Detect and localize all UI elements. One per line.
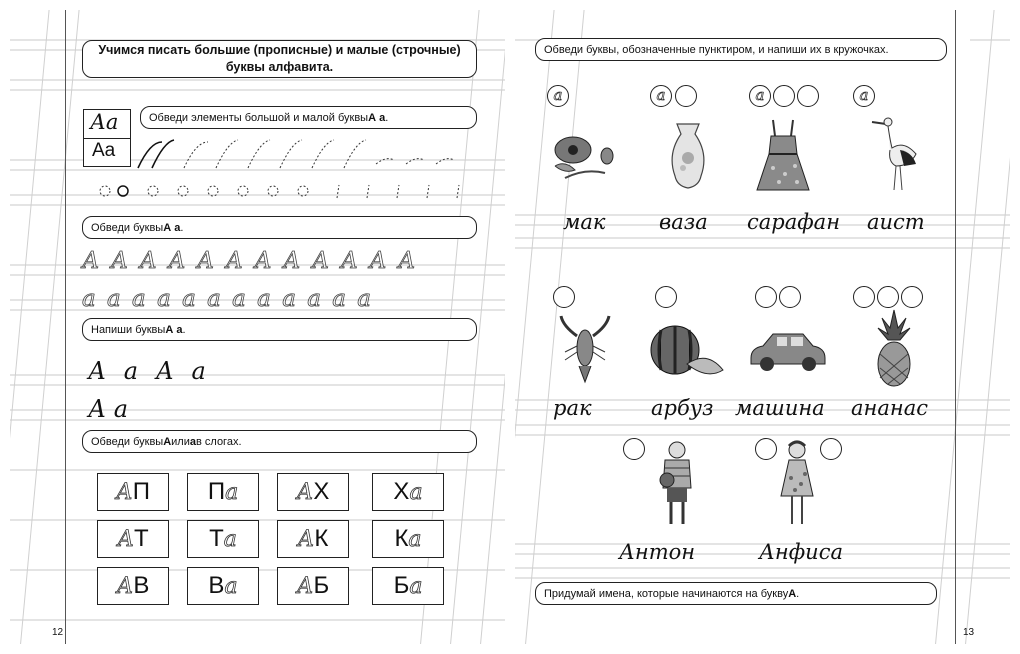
stork-icon <box>870 110 920 192</box>
syllable-card <box>372 520 444 558</box>
task1-letters: А а <box>368 111 386 124</box>
title-line2: буквы алфавита. <box>225 60 334 74</box>
vase-icon <box>663 120 713 192</box>
stroke-elements-lower <box>95 178 475 203</box>
syllable-print-letter: П <box>207 478 226 505</box>
task2-text: Обведи буквы <box>91 221 164 234</box>
answer-circle[interactable] <box>553 286 575 308</box>
word-arbuz: арбуз <box>651 396 714 420</box>
poppy-flower-icon <box>545 128 625 188</box>
syllable-card <box>372 567 444 605</box>
syllable-print-letter: К <box>314 525 329 552</box>
answer-circle[interactable] <box>755 438 777 460</box>
right-task2-letter: А <box>788 587 797 600</box>
syllable-dotted-letter: а <box>409 573 423 599</box>
written-row1: А а А а <box>88 357 206 385</box>
margin-line <box>955 10 956 644</box>
right-task2-box <box>535 582 937 605</box>
syllable-card <box>277 520 349 558</box>
sample-print: Aa <box>92 140 116 161</box>
word-ananas: ананас <box>851 396 928 420</box>
right-task2-end: . <box>796 587 800 600</box>
title-box <box>82 40 477 78</box>
answer-circle[interactable] <box>779 286 801 308</box>
word-anton: Антон <box>619 540 696 564</box>
syllable-card <box>97 567 169 605</box>
syllable-print-letter: Т <box>134 525 149 552</box>
task4-letter-upper: А <box>163 435 172 448</box>
written-row2: А а <box>88 395 129 423</box>
right-task2-text: Придумай имена, которые начинаются на букву <box>544 587 789 600</box>
syllable-print-letter: Х <box>313 478 330 505</box>
task4-mid: или <box>171 435 190 448</box>
task3-end: . <box>182 323 186 336</box>
stroke-elements-upper <box>132 138 472 173</box>
syllable-print-letter: В <box>133 572 150 599</box>
syllable-print-letter: К <box>394 525 409 552</box>
syllable-card <box>97 520 169 558</box>
syllable-print-letter: Х <box>393 478 410 505</box>
girl-icon <box>775 438 819 530</box>
task4-letter-lower: а <box>189 435 196 448</box>
word-rak: рак <box>553 396 592 420</box>
syllable-card <box>187 567 259 605</box>
syllable-card <box>187 473 259 511</box>
page-number-left: 12 <box>52 627 64 638</box>
syllable-dotted-letter: а <box>224 573 238 599</box>
answer-circle[interactable] <box>853 286 875 308</box>
dotted-letter: а <box>859 85 869 104</box>
word-vaza: ваза <box>659 210 708 234</box>
syllable-card <box>277 473 349 511</box>
task3-box <box>82 318 477 341</box>
task1-end: . <box>385 111 389 124</box>
word-mashina: машина <box>735 396 825 420</box>
trace-lower-row: а а а а а а а а а а а а <box>82 286 373 312</box>
syllable-dotted-letter: А <box>297 526 315 552</box>
syllable-card <box>187 520 259 558</box>
word-sarafan: сарафан <box>747 210 841 234</box>
answer-circle[interactable] <box>901 286 923 308</box>
pineapple-icon <box>872 308 916 388</box>
task4-end: в слогах. <box>196 435 242 448</box>
word-aist: аист <box>867 210 925 234</box>
task3-letters: А а <box>165 323 183 336</box>
answer-circle[interactable] <box>547 85 569 107</box>
syllable-print-letter: Б <box>393 572 410 599</box>
word-anfisa: Анфиса <box>759 540 843 564</box>
task1-box <box>140 106 477 129</box>
syllable-print-letter: П <box>132 478 150 505</box>
answer-circle[interactable] <box>623 438 645 460</box>
syllable-dotted-letter: А <box>117 526 134 552</box>
syllable-dotted-letter: А <box>116 573 134 599</box>
right-task1-text: Обведи буквы, обозначенные пунктиром, и напиши их в кружочках. <box>544 43 889 56</box>
answer-circle[interactable] <box>877 286 899 308</box>
syllable-dotted-letter: а <box>223 526 237 552</box>
letter-sample-card <box>83 109 131 167</box>
task4-box <box>82 430 477 453</box>
left-page <box>10 10 505 644</box>
task3-text: Напиши буквы <box>91 323 166 336</box>
task4-text: Обведи буквы <box>91 435 164 448</box>
answer-circle[interactable] <box>650 85 672 107</box>
answer-circle[interactable] <box>820 438 842 460</box>
task2-box <box>82 216 477 239</box>
task1-text: Обведи элементы большой и малой буквы <box>149 111 369 124</box>
task2-end: . <box>180 221 184 234</box>
crayfish-icon <box>555 312 615 386</box>
trace-upper-row: А А А А А А А А А А А А <box>82 248 418 274</box>
dotted-letter: а <box>755 85 765 104</box>
page-number-right: 13 <box>963 627 975 638</box>
word-mak: мак <box>563 210 606 234</box>
syllable-card <box>372 473 444 511</box>
right-page <box>515 10 1010 644</box>
sundress-icon <box>753 118 813 194</box>
syllable-dotted-letter: а <box>409 479 423 505</box>
syllable-dotted-letter: а <box>225 479 239 505</box>
task2-letters: А а <box>163 221 181 234</box>
title-line1: Учимся писать большие (прописные) и малые (строчные) <box>98 43 461 57</box>
answer-circle[interactable] <box>749 85 771 107</box>
dotted-letter: а <box>553 85 563 104</box>
answer-circle[interactable] <box>797 85 819 107</box>
answer-circle[interactable] <box>853 85 875 107</box>
syllable-print-letter: Т <box>209 525 224 552</box>
dotted-letter: а <box>656 85 666 104</box>
syllable-dotted-letter: А <box>116 479 133 505</box>
syllable-print-letter: Б <box>313 572 330 599</box>
syllable-card <box>277 567 349 605</box>
syllable-dotted-letter: а <box>408 526 422 552</box>
syllable-dotted-letter: А <box>296 479 314 505</box>
right-task1-box <box>535 38 947 61</box>
answer-circle[interactable] <box>773 85 795 107</box>
car-icon <box>747 328 827 374</box>
answer-circle[interactable] <box>655 286 677 308</box>
answer-circle[interactable] <box>675 85 697 107</box>
boy-icon <box>655 438 699 530</box>
margin-line <box>65 10 66 644</box>
syllable-card <box>97 473 169 511</box>
syllable-print-letter: В <box>208 572 225 599</box>
sample-handwritten: Аа <box>90 110 119 134</box>
answer-circle[interactable] <box>755 286 777 308</box>
watermelon-icon <box>647 320 727 384</box>
syllable-dotted-letter: А <box>296 573 314 599</box>
